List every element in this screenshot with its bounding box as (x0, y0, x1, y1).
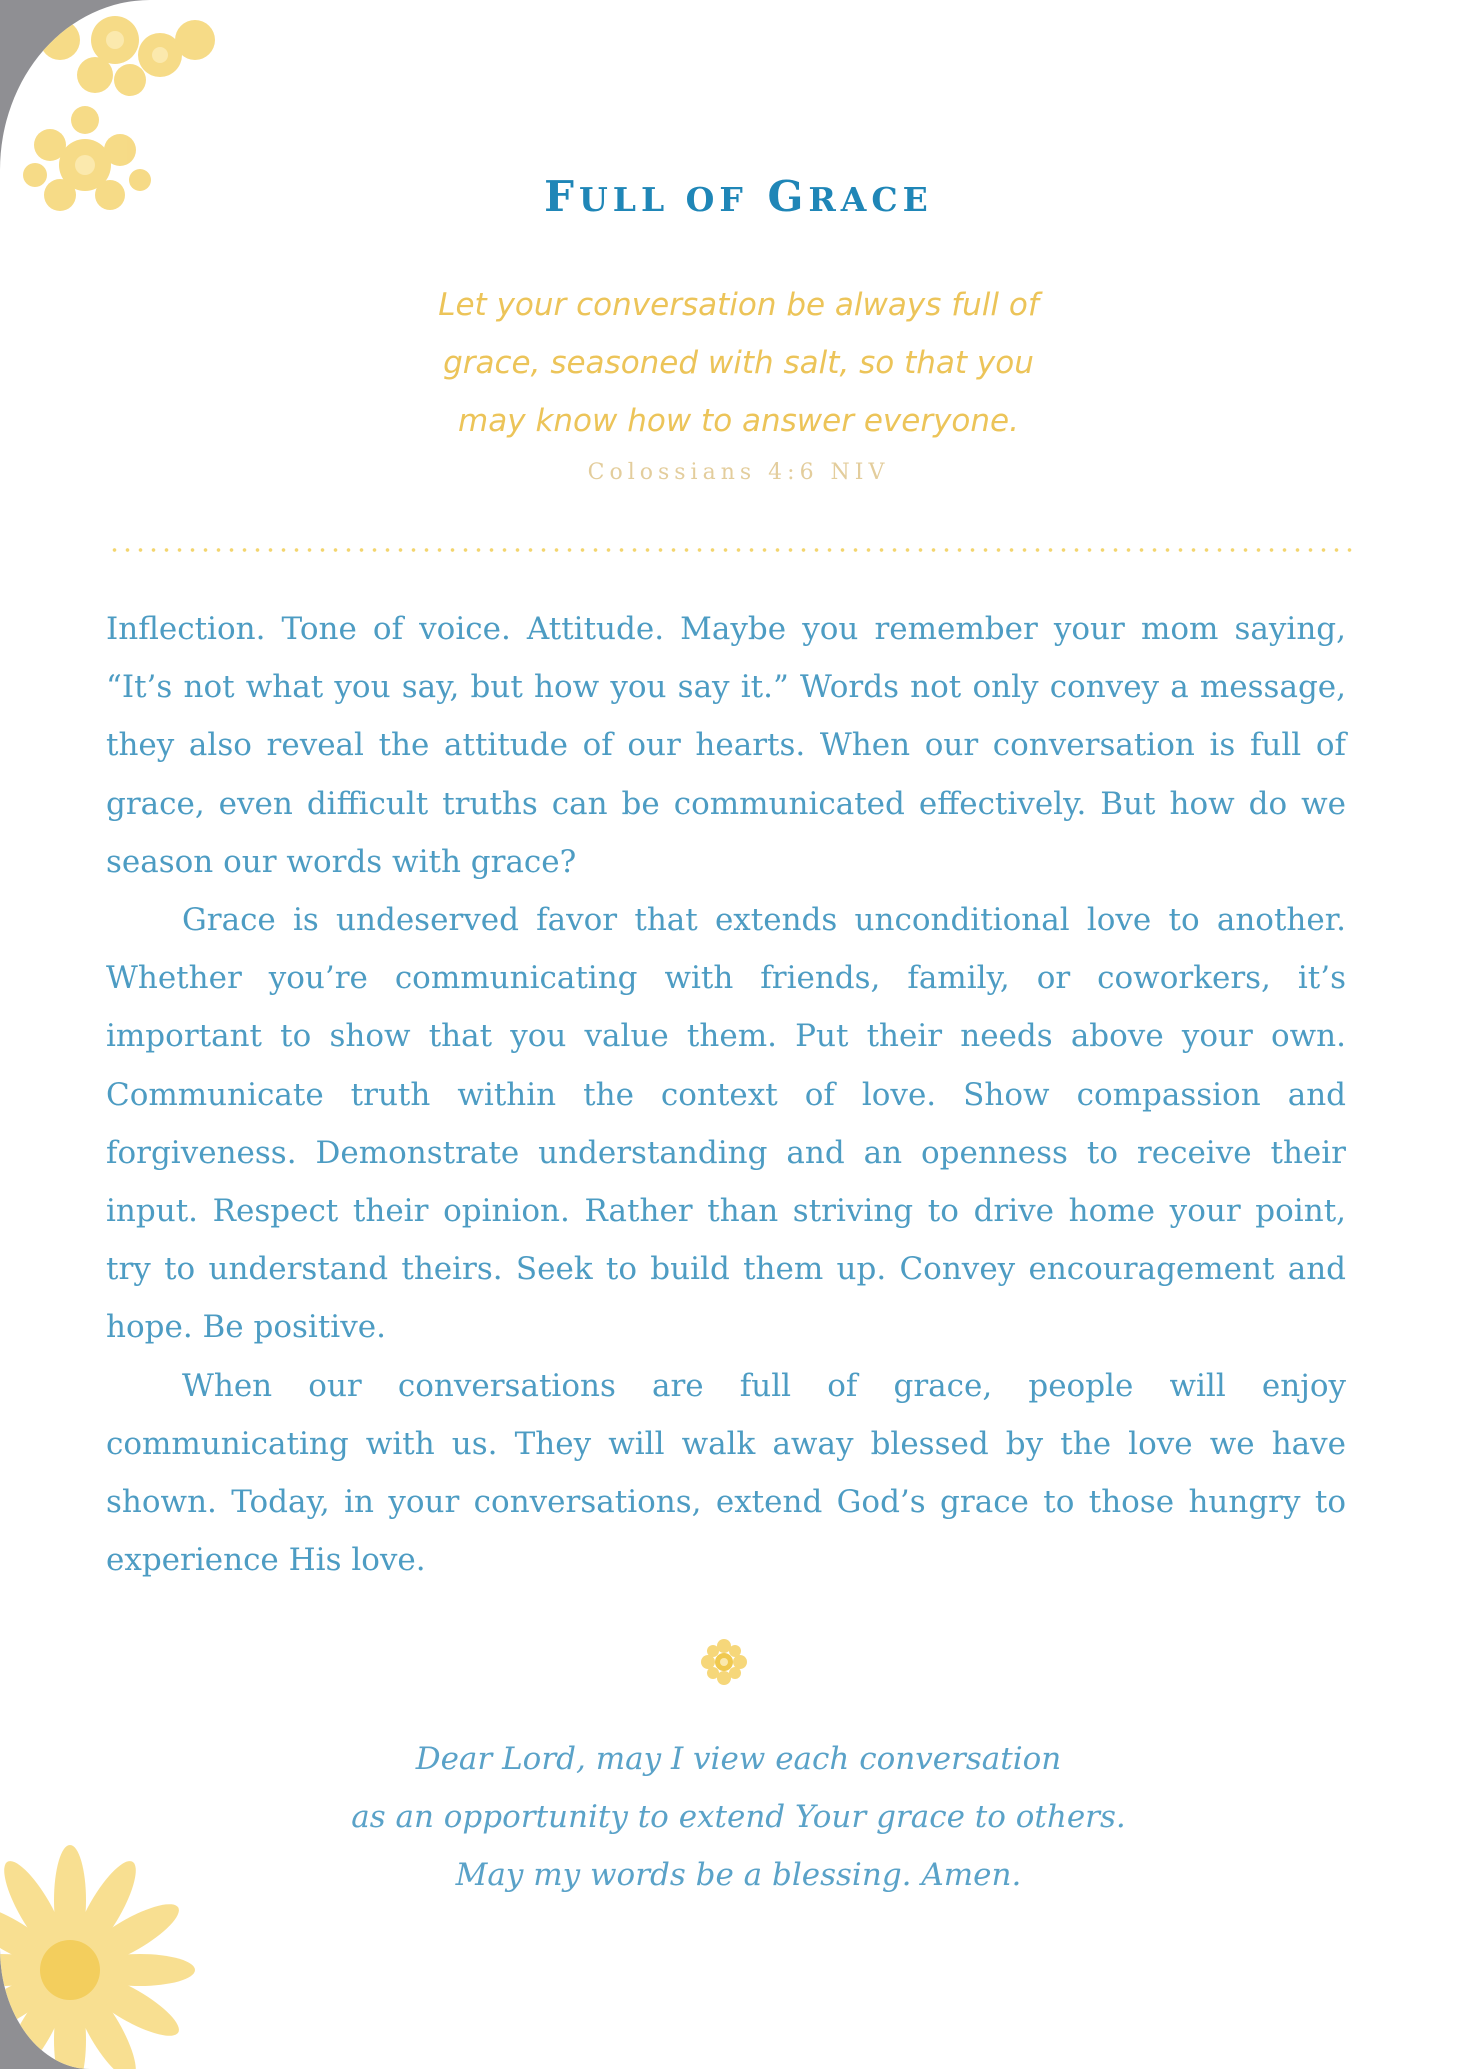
small-flower-icon (698, 1636, 750, 1688)
prayer-line: Dear Lord, may I view each conversation (415, 1741, 1062, 1777)
scripture-verse (0, 276, 1477, 450)
verse-line: Let your conversation be always full of (438, 287, 1039, 323)
body-paragraph: Inflection. Tone of voice. Attitude. Maybe you remember your mom saying, “It’s not what you say, but how you say it.” Words not only convey a message, they also reveal the attitude of our hearts. When our conversation is full of grace, even difficult truths can be communicated effectively. But how do we season our words with grace? (106, 611, 1346, 880)
devotional-body (106, 600, 1346, 1589)
daisy-icon (0, 1780, 230, 2069)
flower-cluster-icon (0, 0, 260, 260)
body-paragraph: Grace is undeserved favor that extends unconditional love to another. Whether you’re communicating with friends, family, or coworkers, it’s important to show that you value them. Put their needs above your own. Communicate truth within the context of love. Show compassion and forgiveness. Demonstrate understanding and an openness to receive their input. Respect their opinion. Rather than striving to drive home your point, try to understand theirs. Seek to build them up. Convey encouragement and hope. Be positive. (106, 902, 1346, 1346)
page-title: FULL OF GRACE (544, 172, 933, 221)
prayer-line: May my words be a blessing. Amen. (455, 1857, 1022, 1893)
dotted-divider (108, 548, 1358, 552)
prayer-line: as an opportunity to extend Your grace to others. (351, 1799, 1126, 1835)
verse-reference: Colossians 4:6 NIV (587, 460, 890, 485)
body-paragraph: When our conversations are full of grace, people will enjoy communicating with us. They will walk away blessed by the love we have shown. Today, in your conversations, extend God’s grace to those hungry to experience His love. (106, 1367, 1346, 1579)
verse-line: grace, seasoned with salt, so that you (443, 345, 1034, 381)
verse-line: may know how to answer everyone. (458, 403, 1019, 439)
